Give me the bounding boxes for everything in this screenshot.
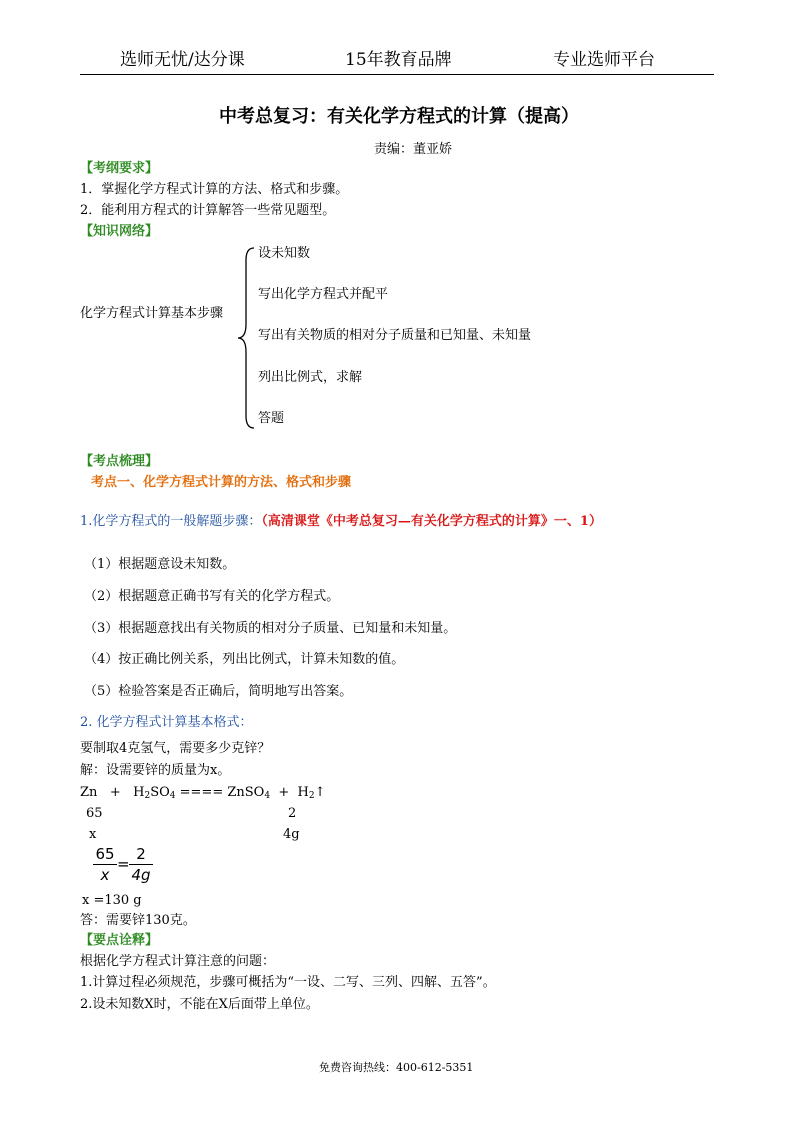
example-question: 要制取4克氢气，需要多少克锌？	[80, 741, 271, 756]
footer-hotline: 免费咨询热线：400-612-5351	[319, 1061, 474, 1074]
header-center: 15年教育品牌	[345, 50, 452, 70]
fraction-right-denominator: 4g	[131, 866, 151, 884]
section-heading-kaogang: 【考纲要求】	[80, 161, 159, 176]
fraction-left-denominator: x	[100, 866, 110, 884]
header-rule	[80, 74, 714, 75]
page-title: 中考总复习：有关化学方程式的计算（提高）	[219, 106, 579, 127]
solve-step-3: （3）根据题意找出有关物质的相对分子质量、已知量和未知量。	[84, 621, 457, 636]
eq-h2: $H_2$	[297, 785, 315, 801]
paragraph-1-ref: （高清课堂《中考总复习—有关化学方程式的计算》一、1）	[261, 514, 602, 529]
kaogang-item-1: 1．掌握化学方程式计算的方法、格式和步骤。	[80, 182, 349, 197]
eq-h2so4: $H_2SO_4$	[133, 785, 176, 801]
fraction-left	[93, 845, 117, 884]
section-heading-zhishi: 【知识网络】	[80, 224, 159, 239]
editor-line: 责编：董亚娇	[374, 142, 453, 157]
fraction-left-numerator: 65	[95, 845, 115, 863]
eq-arrow: ====	[179, 785, 224, 800]
header-right: 专业选师平台	[553, 50, 655, 70]
yaodian-line-3: 2.设未知数X时，不能在X后面带上单位。	[80, 997, 319, 1012]
example-answer: 答：需要锌130克。	[80, 913, 196, 928]
paragraph-1	[80, 514, 602, 530]
kaogang-item-2: 2．能利用方程式的计算解答一些常见题型。	[80, 203, 336, 218]
solve-step-2: （2）根据题意正确书写有关的化学方程式。	[84, 589, 340, 604]
knowledge-step-5: 答题	[258, 411, 285, 426]
eq-plus-2: +	[278, 785, 290, 800]
fraction-right	[129, 845, 153, 884]
paragraph-1-label: 1.化学方程式的一般解题步骤：	[80, 514, 262, 529]
brace-icon	[236, 246, 256, 430]
solve-step-4: （4）按正确比例关系，列出比例式，计算未知数的值。	[84, 652, 405, 667]
solve-step-1: （1）根据题意设未知数。	[84, 557, 236, 572]
yaodian-line-1: 根据化学方程式计算注意的问题：	[80, 954, 276, 969]
fraction-right-numerator: 2	[136, 845, 146, 863]
yaodian-line-2: 1.计算过程必须规范，步骤可概括为“一设、二写、三列、四解、五答”。	[80, 975, 496, 990]
chemical-equation	[80, 785, 326, 802]
kaodian-subheading: 考点一、化学方程式计算的方法、格式和步骤	[91, 475, 352, 490]
knowledge-step-4: 列出比例式，求解	[258, 370, 363, 385]
row2-left: x	[89, 827, 97, 842]
row1-left: 65	[86, 806, 103, 821]
paragraph-2-label: 2. 化学方程式计算基本格式：	[80, 715, 253, 730]
example-result: x =130 g	[82, 893, 142, 908]
row1-right: 2	[288, 806, 297, 821]
solve-step-5: （5）检验答案是否正确后，简明地写出答案。	[84, 684, 353, 699]
knowledge-step-1: 设未知数	[258, 246, 311, 261]
knowledge-step-3: 写出有关物质的相对分子质量和已知量、未知量	[258, 328, 532, 343]
eq-znso4: ZnSO$_4$	[227, 785, 271, 801]
section-heading-kaodian: 【考点梳理】	[80, 454, 159, 469]
eq-zn: Zn	[80, 785, 98, 800]
eq-plus-1: +	[109, 785, 121, 800]
row2-right: 4g	[283, 827, 300, 842]
up-arrow-icon: ↑	[314, 785, 326, 800]
section-heading-yaodian: 【要点诠释】	[80, 933, 159, 948]
header-left: 选师无忧/达分课	[120, 50, 245, 70]
knowledge-step-2: 写出化学方程式并配平	[258, 287, 389, 302]
example-solve: 解：设需要锌的质量为x。	[80, 763, 231, 778]
knowledge-root: 化学方程式计算基本步骤	[80, 306, 224, 321]
fraction-equals: =	[117, 855, 130, 873]
